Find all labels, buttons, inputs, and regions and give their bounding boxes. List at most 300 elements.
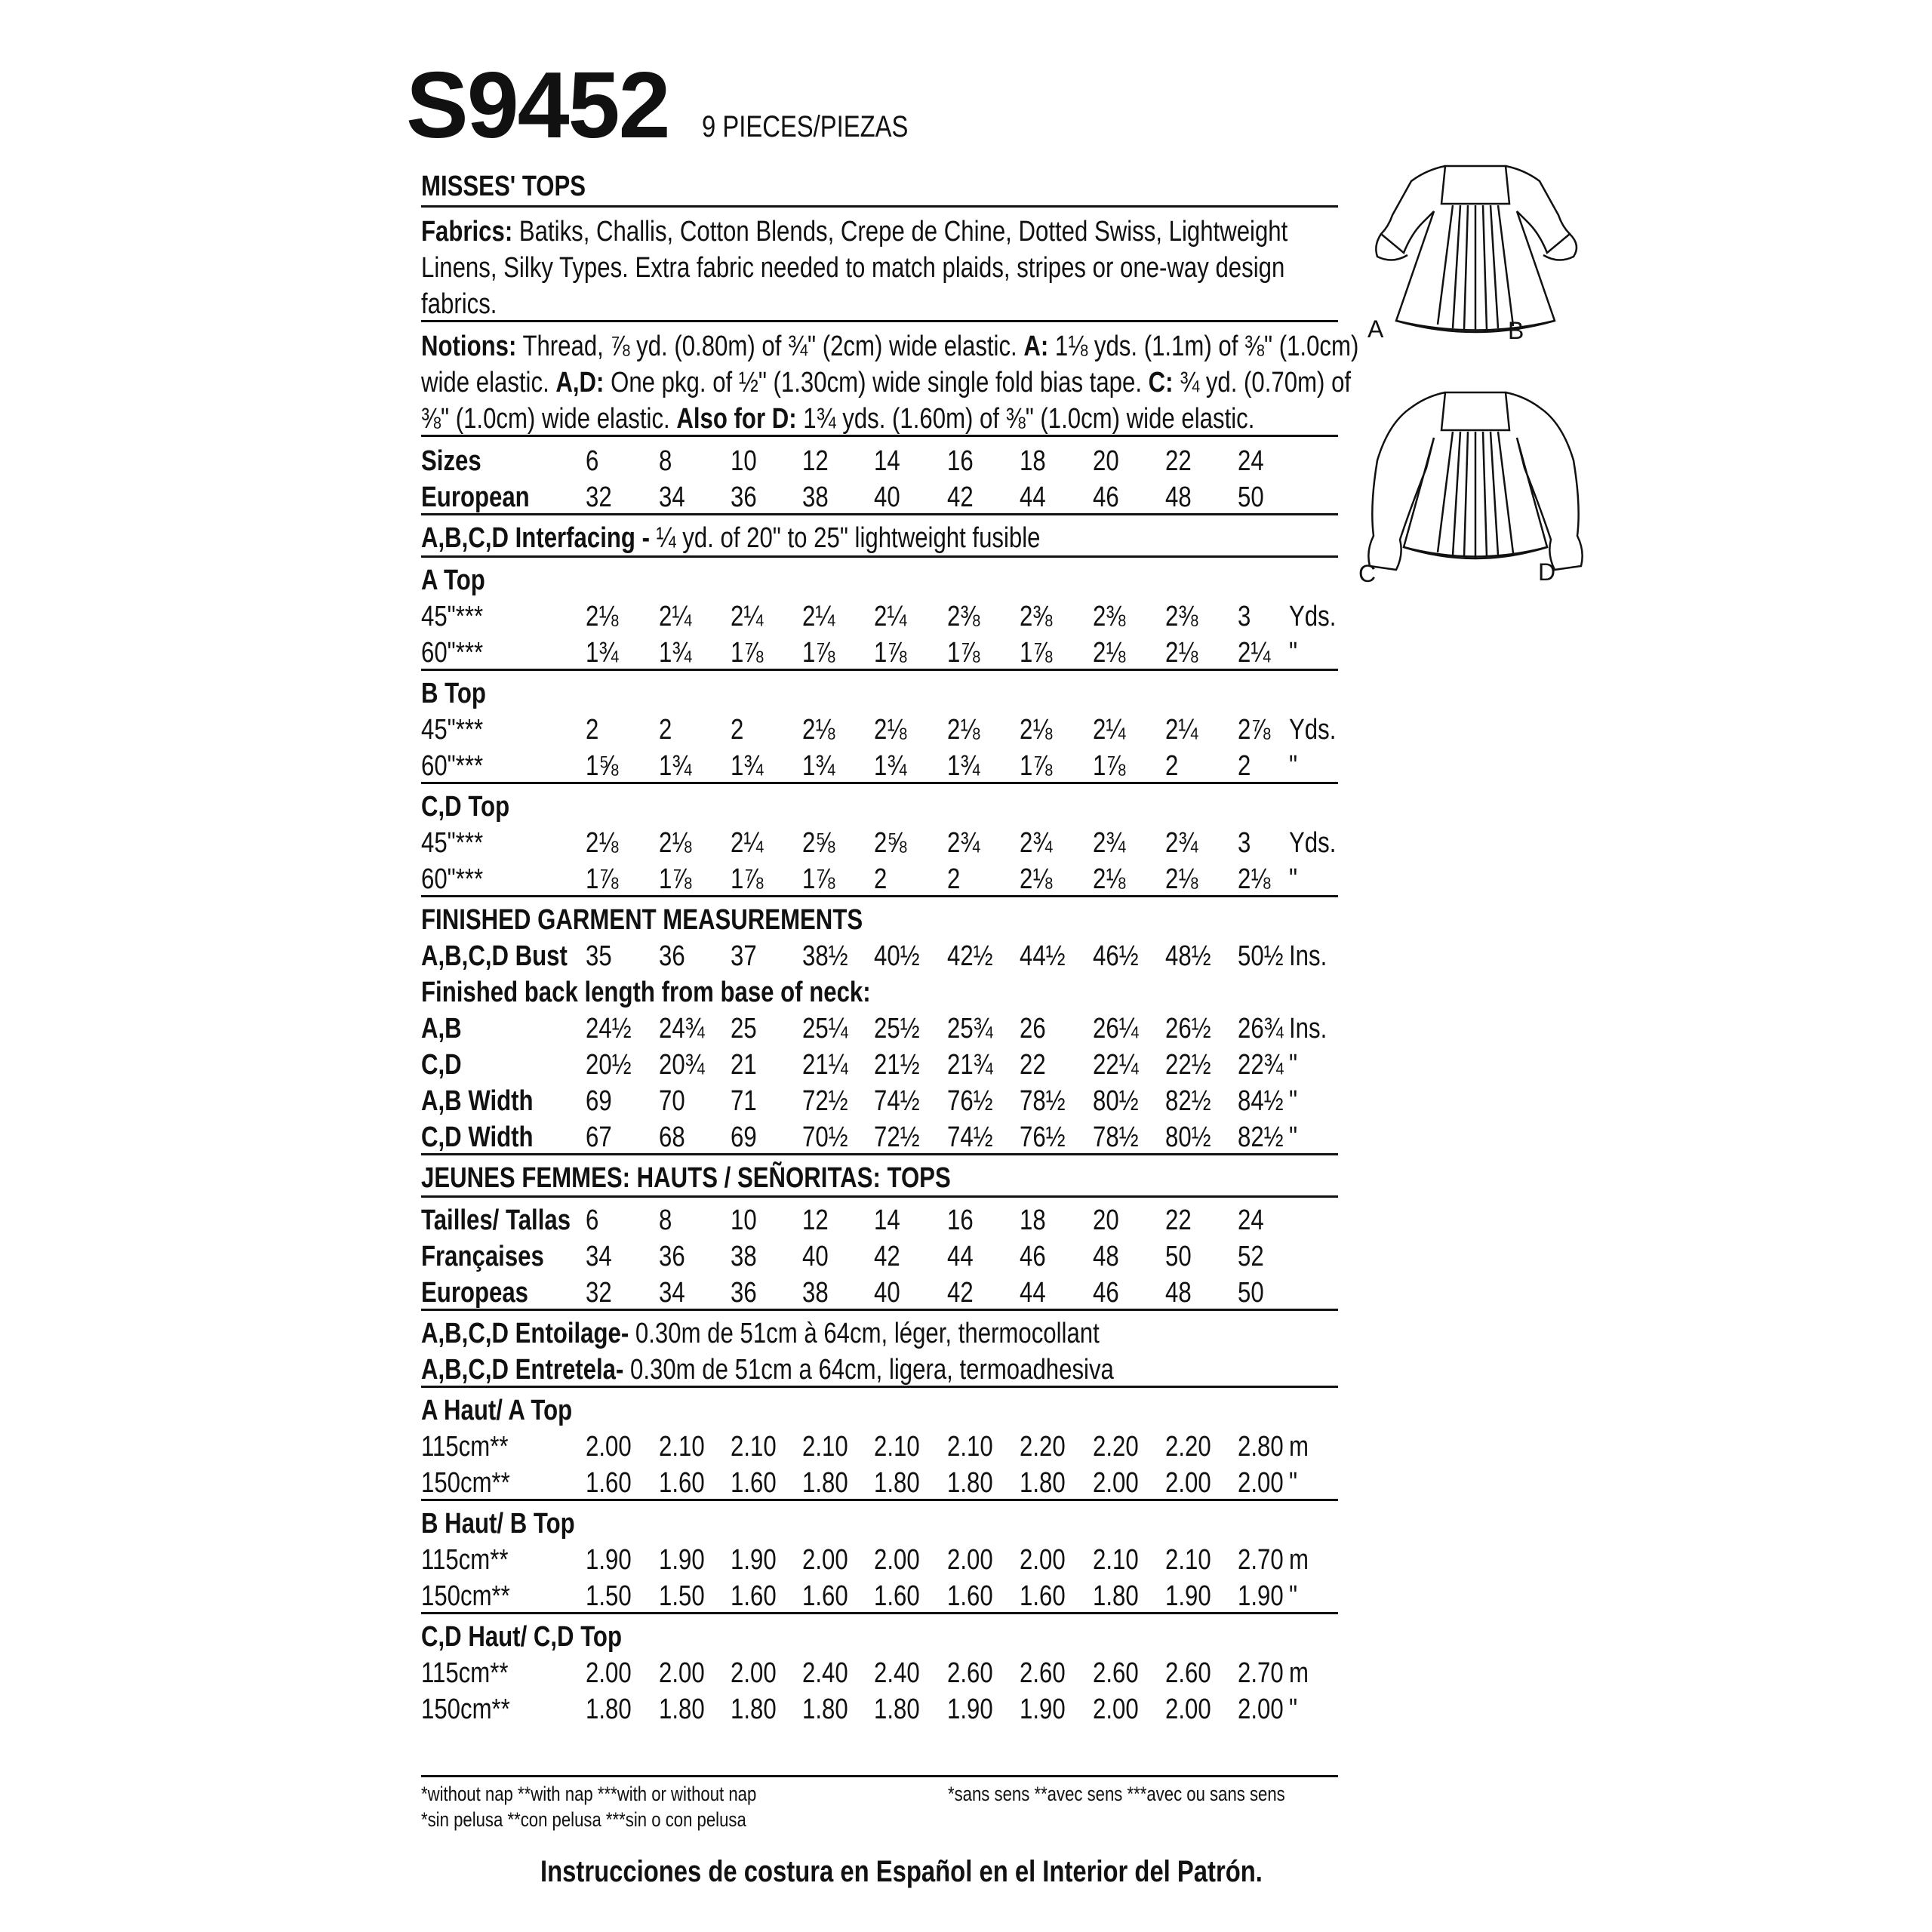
french-size-row-cell: 12	[802, 1204, 829, 1236]
french-size-row-cell: 8	[659, 1204, 672, 1236]
yardage-row-cell: 2¼	[731, 601, 764, 632]
metric-row-cell: 1.90	[1165, 1580, 1211, 1612]
finished-row-cell: 76½	[947, 1085, 993, 1117]
back-length-title: Finished back length from base of neck:	[421, 977, 871, 1008]
sizes-row-cell: 12	[802, 445, 829, 477]
metric-view-title: A Haut/ A Top	[421, 1395, 573, 1426]
yardage-row-cell: 3	[1238, 827, 1251, 859]
metric-row-cell: 2.10	[802, 1431, 848, 1463]
yardage-row-cell: 2⅝	[802, 827, 835, 859]
metric-row-cell: 2.60	[1165, 1657, 1211, 1689]
metric-row-cell: 1.60	[947, 1580, 993, 1612]
metric-row-cell: 2.10	[947, 1431, 993, 1463]
metric-row-cell: 1.50	[659, 1580, 705, 1612]
footnote-french: *sans sens **avec sens ***avec ou sans sens	[948, 1783, 1285, 1805]
metric-row-cell: 1.80	[947, 1467, 993, 1499]
metric-row-unit: m	[1289, 1657, 1309, 1689]
fabrics-line-3	[421, 290, 497, 318]
finished-row-cell: 22¾	[1238, 1049, 1284, 1081]
finished-measurements-title: FINISHED GARMENT MEASUREMENTS	[421, 904, 863, 936]
yardage-row-cell: 2⅝	[874, 827, 907, 859]
metric-row-cell: 2.70	[1238, 1544, 1284, 1576]
view-letter-d: D	[1538, 558, 1556, 586]
notions-text: wide elastic.	[421, 367, 556, 398]
metric-row-cell: 2.70	[1238, 1657, 1284, 1689]
metric-view-title: B Haut/ B Top	[421, 1508, 575, 1540]
entretela-text: 0.30m de 51cm a 64cm, ligera, termoadhesiva	[623, 1354, 1114, 1386]
finished-row-cell: 74½	[947, 1121, 993, 1153]
metric-row-cell: 2.00	[1020, 1544, 1066, 1576]
metric-row-cell: 1.90	[947, 1694, 993, 1725]
yardage-row-label: 60"***	[421, 750, 484, 782]
yardage-row-unit: Yds.	[1289, 601, 1337, 632]
yardage-row-cell: 1¾	[659, 750, 692, 782]
french-size-row-cell: 38	[802, 1277, 829, 1309]
metric-row-cell: 2.00	[731, 1657, 777, 1689]
view-letter-c: C	[1358, 560, 1377, 587]
yardage-row-cell: 2⅛	[1093, 637, 1126, 669]
metric-row-label: 115cm**	[421, 1657, 509, 1689]
bust-row-cell: 40½	[874, 940, 920, 972]
section-divider	[421, 1309, 1338, 1311]
interfacing-label: A,B,C,D Interfacing -	[421, 522, 650, 554]
metric-row-label: 115cm**	[421, 1431, 509, 1463]
notions-text: 1¾ yds. (1.60m) of ⅜" (1.0cm) wide elastic.	[796, 403, 1255, 435]
french-size-row-cell: 44	[1020, 1277, 1046, 1309]
yardage-row-label: 45"***	[421, 714, 484, 746]
finished-row-cell: 71	[731, 1085, 757, 1117]
yardage-row-cell: 2⅛	[874, 714, 907, 746]
bust-row-label: A,B,C,D Bust	[421, 940, 568, 972]
finished-row-cell: 78½	[1093, 1121, 1139, 1153]
yardage-row-cell: 1⅞	[1020, 750, 1053, 782]
metric-row-cell: 2.00	[1165, 1694, 1211, 1725]
sketch-view-a-b	[1376, 166, 1577, 332]
yardage-row-cell: 2⅛	[586, 601, 619, 632]
metric-row-cell: 1.60	[731, 1580, 777, 1612]
metric-row-cell: 2.10	[659, 1431, 705, 1463]
section-divider	[421, 895, 1338, 897]
metric-row-cell: 1.80	[874, 1467, 920, 1499]
finished-row-unit: Ins.	[1289, 1013, 1327, 1044]
french-size-row-label: Tailles/ Tallas	[421, 1204, 571, 1236]
yardage-row-cell: 1¾	[731, 750, 764, 782]
bust-row-cell: 35	[586, 940, 612, 972]
pattern-number: S9452	[406, 54, 669, 158]
notions-view-label: A:	[1023, 331, 1049, 362]
metric-row-cell: 2.10	[874, 1431, 920, 1463]
metric-row-cell: 1.90	[1020, 1694, 1066, 1725]
metric-view-title: C,D Haut/ C,D Top	[421, 1621, 622, 1653]
notions-text: One pkg. of ½" (1.30cm) wide single fold bias tape.	[604, 367, 1149, 398]
metric-row-label: 150cm**	[421, 1580, 510, 1612]
metric-row-cell: 2.20	[1020, 1431, 1066, 1463]
metric-row-cell: 1.60	[731, 1467, 777, 1499]
metric-row-cell: 2.10	[1165, 1544, 1211, 1576]
yardage-row-label: 60"***	[421, 863, 484, 895]
section-divider	[421, 435, 1338, 437]
finished-row-cell: 84½	[1238, 1085, 1284, 1117]
yardage-row-cell: 1¾	[659, 637, 692, 669]
sizes-row-cell: 8	[659, 445, 672, 477]
section-divider	[421, 1195, 1338, 1198]
metric-row-cell: 1.90	[659, 1544, 705, 1576]
sizes-row-cell: 16	[947, 445, 974, 477]
sizes-row-cell: 24	[1238, 445, 1264, 477]
metric-row-cell: 2.80	[1238, 1431, 1284, 1463]
interfacing-line	[421, 524, 1040, 552]
metric-row-cell: 1.80	[731, 1694, 777, 1725]
sketch-view-c-d	[1368, 392, 1582, 570]
french-size-row-cell: 40	[802, 1241, 829, 1272]
yardage-row-cell: 1⅞	[731, 863, 764, 895]
finished-row-cell: 21¼	[802, 1049, 848, 1081]
finished-row-cell: 82½	[1238, 1121, 1284, 1153]
notions-line-3	[421, 405, 1254, 433]
metric-row-cell: 1.60	[1020, 1580, 1066, 1612]
notions-view-label: Also for D:	[676, 403, 797, 435]
european-row-cell: 46	[1093, 481, 1119, 513]
finished-row-cell: 68	[659, 1121, 685, 1153]
metric-row-unit: "	[1289, 1580, 1298, 1612]
section-divider	[421, 205, 1338, 208]
notions-view-label: C:	[1148, 367, 1174, 398]
yardage-row-cell: 2⅞	[1238, 714, 1271, 746]
bust-row-cell: 48½	[1165, 940, 1211, 972]
yardage-row-cell: 2⅛	[1020, 714, 1053, 746]
yardage-row-cell: 2¼	[1165, 714, 1198, 746]
european-row-cell: 34	[659, 481, 685, 513]
yardage-row-cell: 1⅞	[1093, 750, 1126, 782]
finished-row-cell: 74½	[874, 1085, 920, 1117]
entoilage-line	[421, 1319, 1100, 1348]
metric-row-cell: 1.60	[659, 1467, 705, 1499]
fabrics-line-1	[421, 217, 1287, 246]
section-title: MISSES' TOPS	[421, 171, 586, 202]
european-row-cell: 48	[1165, 481, 1192, 513]
sizes-row-cell: 18	[1020, 445, 1046, 477]
metric-row-unit: m	[1289, 1544, 1309, 1576]
european-row-cell: 32	[586, 481, 612, 513]
entoilage-label: A,B,C,D Entoilage-	[421, 1318, 629, 1349]
finished-row-cell: 26½	[1165, 1013, 1211, 1044]
finished-row-cell: 72½	[802, 1085, 848, 1117]
french-size-row-cell: 36	[659, 1241, 685, 1272]
yardage-row-cell: 1⅞	[731, 637, 764, 669]
sizes-row-cell: 6	[586, 445, 599, 477]
metric-row-label: 150cm**	[421, 1694, 510, 1725]
french-size-row-cell: 32	[586, 1277, 612, 1309]
finished-row-cell: 25	[731, 1013, 757, 1044]
french-size-row-label: Françaises	[421, 1241, 544, 1272]
yardage-row-cell: 2¾	[1165, 827, 1198, 859]
metric-row-cell: 2.40	[802, 1657, 848, 1689]
yardage-row-cell: 1¾	[586, 637, 619, 669]
yardage-row-unit: "	[1289, 863, 1298, 895]
metric-row-cell: 2.60	[1093, 1657, 1139, 1689]
garment-sketches	[1351, 136, 1600, 589]
finished-row-unit: "	[1289, 1049, 1298, 1081]
yardage-row-cell: 1⅞	[947, 637, 980, 669]
finished-row-label: C,D Width	[421, 1121, 534, 1153]
finished-row-cell: 26¾	[1238, 1013, 1284, 1044]
spanish-instructions-note: Instrucciones de costura en Español en el Interior del Patrón.	[540, 1855, 1263, 1888]
french-size-row-cell: 20	[1093, 1204, 1119, 1236]
finished-row-label: A,B Width	[421, 1085, 534, 1117]
fabrics-label: Fabrics:	[421, 216, 513, 248]
bust-row-cell: 50½	[1238, 940, 1284, 972]
metric-row-cell: 2.10	[731, 1431, 777, 1463]
finished-row-cell: 22¼	[1093, 1049, 1139, 1081]
metric-row-cell: 2.00	[874, 1544, 920, 1576]
entretela-label: A,B,C,D Entretela-	[421, 1354, 624, 1386]
finished-row-cell: 76½	[1020, 1121, 1066, 1153]
yardage-row-unit: Yds.	[1289, 714, 1337, 746]
finished-row-cell: 67	[586, 1121, 612, 1153]
garment-illustrations	[1351, 136, 1600, 589]
finished-row-label: A,B	[421, 1013, 462, 1044]
french-size-row-cell: 36	[731, 1277, 757, 1309]
section-divider	[421, 669, 1338, 671]
metric-row-label: 150cm**	[421, 1467, 510, 1499]
section-divider	[421, 1499, 1338, 1501]
french-size-row-cell: 18	[1020, 1204, 1046, 1236]
yardage-row-cell: 2¾	[1020, 827, 1053, 859]
entretela-line	[421, 1355, 1114, 1384]
yardage-row-cell: 3	[1238, 601, 1251, 632]
yardage-row-cell: 1⅝	[586, 750, 619, 782]
yardage-row-cell: 2⅛	[1165, 637, 1198, 669]
metric-row-cell: 2.00	[1093, 1694, 1139, 1725]
french-size-row-label: Europeas	[421, 1277, 529, 1309]
metric-row-cell: 1.90	[1238, 1580, 1284, 1612]
finished-row-cell: 20¾	[659, 1049, 705, 1081]
finished-row-cell: 25½	[874, 1013, 920, 1044]
yardage-row-cell: 1¾	[874, 750, 907, 782]
metric-row-cell: 2.00	[1238, 1467, 1284, 1499]
finished-row-cell: 78½	[1020, 1085, 1066, 1117]
notions-text: ¾ yd. (0.70m) of	[1173, 367, 1352, 398]
yardage-row-cell: 2	[731, 714, 744, 746]
fabrics-text: Linens, Silky Types. Extra fabric needed to match plaids, stripes or one-way design	[421, 252, 1285, 284]
french-size-row-cell: 40	[874, 1277, 900, 1309]
yardage-row-cell: 2¼	[802, 601, 835, 632]
european-row-cell: 42	[947, 481, 974, 513]
metric-row-cell: 1.90	[586, 1544, 632, 1576]
yardage-view-title: B Top	[421, 678, 486, 709]
metric-row-cell: 2.00	[1238, 1694, 1284, 1725]
notions-text: 1⅛ yds. (1.1m) of ⅜" (1.0cm)	[1048, 331, 1359, 362]
yardage-row-cell: 2	[947, 863, 961, 895]
metric-row-cell: 1.80	[802, 1467, 848, 1499]
yardage-row-cell: 2⅛	[1020, 863, 1053, 895]
bust-row-cell: 46½	[1093, 940, 1139, 972]
view-letter-b: B	[1508, 317, 1524, 344]
metric-row-cell: 1.90	[731, 1544, 777, 1576]
yardage-row-cell: 2¾	[947, 827, 980, 859]
notions-text: ⅜" (1.0cm) wide elastic.	[421, 403, 677, 435]
metric-row-cell: 1.80	[802, 1694, 848, 1725]
finished-row-cell: 70½	[802, 1121, 848, 1153]
metric-row-unit: "	[1289, 1694, 1298, 1725]
finished-row-cell: 25¼	[802, 1013, 848, 1044]
yardage-row-cell: 2⅛	[947, 714, 980, 746]
yardage-row-cell: 1⅞	[586, 863, 619, 895]
yardage-row-unit: "	[1289, 637, 1298, 669]
yardage-row-cell: 1¾	[802, 750, 835, 782]
french-size-row-cell: 42	[947, 1277, 974, 1309]
yardage-row-cell: 1⅞	[1020, 637, 1053, 669]
european-row-cell: 50	[1238, 481, 1264, 513]
yardage-row-cell: 2	[874, 863, 888, 895]
fabrics-line-2	[421, 254, 1284, 282]
yardage-view-title: C,D Top	[421, 791, 510, 823]
french-size-row-cell: 48	[1165, 1277, 1192, 1309]
notions-label: Notions:	[421, 331, 517, 362]
french-size-row-cell: 52	[1238, 1241, 1264, 1272]
yardage-row-cell: 2⅛	[1165, 863, 1198, 895]
metric-row-cell: 2.10	[1093, 1544, 1139, 1576]
finished-row-cell: 80½	[1093, 1085, 1139, 1117]
metric-row-cell: 2.60	[947, 1657, 993, 1689]
metric-row-cell: 2.00	[659, 1657, 705, 1689]
metric-row-cell: 2.00	[947, 1544, 993, 1576]
yardage-row-unit: "	[1289, 750, 1298, 782]
metric-row-cell: 1.80	[659, 1694, 705, 1725]
sizes-row-label: Sizes	[421, 445, 481, 477]
bust-row-cell: 37	[731, 940, 757, 972]
french-size-row-cell: 46	[1093, 1277, 1119, 1309]
finished-row-unit: "	[1289, 1085, 1298, 1117]
french-title: JEUNES FEMMES: HAUTS / SEÑORITAS: TOPS	[421, 1162, 951, 1194]
french-size-row-cell: 42	[874, 1241, 900, 1272]
yardage-row-cell: 2	[1165, 750, 1179, 782]
finished-row-cell: 70	[659, 1085, 685, 1117]
yardage-row-cell: 2¼	[874, 601, 907, 632]
finished-row-cell: 22	[1020, 1049, 1046, 1081]
metric-row-cell: 1.80	[1093, 1580, 1139, 1612]
footnote-divider	[421, 1775, 1338, 1777]
sizes-row-cell: 10	[731, 445, 757, 477]
european-row-cell: 40	[874, 481, 900, 513]
metric-row-cell: 1.50	[586, 1580, 632, 1612]
notions-line-2	[421, 368, 1351, 397]
european-row-cell: 38	[802, 481, 829, 513]
finished-row-label: C,D	[421, 1049, 462, 1081]
section-divider	[421, 1153, 1338, 1155]
yardage-row-cell: 1⅞	[874, 637, 907, 669]
metric-row-cell: 2.00	[1093, 1467, 1139, 1499]
yardage-row-label: 60"***	[421, 637, 484, 669]
finished-row-cell: 69	[731, 1121, 757, 1153]
finished-row-cell: 26¼	[1093, 1013, 1139, 1044]
metric-row-cell: 2.40	[874, 1657, 920, 1689]
metric-row-cell: 1.60	[802, 1580, 848, 1612]
yardage-row-cell: 1⅞	[802, 863, 835, 895]
french-size-row-cell: 14	[874, 1204, 900, 1236]
french-size-row-cell: 50	[1238, 1277, 1264, 1309]
yardage-row-cell: 2⅜	[1165, 601, 1198, 632]
french-size-row-cell: 10	[731, 1204, 757, 1236]
metric-row-unit: "	[1289, 1467, 1298, 1499]
interfacing-text: ¼ yd. of 20" to 25" lightweight fusible	[649, 522, 1041, 554]
section-divider	[421, 1386, 1338, 1388]
section-divider	[421, 1612, 1338, 1614]
yardage-row-cell: 2¼	[1238, 637, 1271, 669]
sizes-row-cell: 14	[874, 445, 900, 477]
section-divider	[421, 555, 1338, 558]
finished-row-cell: 72½	[874, 1121, 920, 1153]
finished-row-cell: 21¾	[947, 1049, 993, 1081]
yardage-row-cell: 2⅜	[1020, 601, 1053, 632]
bust-row-unit: Ins.	[1289, 940, 1327, 972]
yardage-row-cell: 2¾	[1093, 827, 1126, 859]
french-size-row-cell: 22	[1165, 1204, 1192, 1236]
finished-row-cell: 24½	[586, 1013, 632, 1044]
yardage-row-label: 45"***	[421, 601, 484, 632]
metric-row-cell: 1.80	[874, 1694, 920, 1725]
european-row-cell: 44	[1020, 481, 1046, 513]
finished-row-cell: 25¾	[947, 1013, 993, 1044]
yardage-row-cell: 2¼	[659, 601, 692, 632]
finished-row-cell: 21	[731, 1049, 757, 1081]
entoilage-text: 0.30m de 51cm à 64cm, léger, thermocollant	[629, 1318, 1100, 1349]
sizes-row-cell: 20	[1093, 445, 1119, 477]
section-divider	[421, 320, 1338, 322]
metric-row-cell: 2.60	[1020, 1657, 1066, 1689]
notions-view-label: A,D:	[555, 367, 605, 398]
finished-row-cell: 20½	[586, 1049, 632, 1081]
european-row-cell: 36	[731, 481, 757, 513]
fabrics-text: Batiks, Challis, Cotton Blends, Crepe de Chine, Dotted Swiss, Lightweight	[512, 216, 1288, 248]
yardage-row-cell: 2¼	[1093, 714, 1126, 746]
pieces-count: 9 PIECES/PIEZAS	[702, 110, 909, 143]
french-size-row-cell: 16	[947, 1204, 974, 1236]
footnote-spanish: *sin pelusa **con pelusa ***sin o con pelusa	[421, 1808, 746, 1831]
yardage-row-cell: 2⅛	[1093, 863, 1126, 895]
metric-row-cell: 1.80	[1020, 1467, 1066, 1499]
metric-row-cell: 2.20	[1093, 1431, 1139, 1463]
metric-row-unit: m	[1289, 1431, 1309, 1463]
metric-row-cell: 1.60	[586, 1467, 632, 1499]
yardage-view-title: A Top	[421, 565, 485, 596]
metric-row-cell: 1.60	[874, 1580, 920, 1612]
french-size-row-cell: 6	[586, 1204, 599, 1236]
yardage-row-cell: 2⅛	[659, 827, 692, 859]
yardage-row-cell: 2	[586, 714, 599, 746]
french-size-row-cell: 50	[1165, 1241, 1192, 1272]
view-letter-a: A	[1367, 315, 1384, 343]
finished-row-unit: "	[1289, 1121, 1298, 1153]
french-size-row-cell: 24	[1238, 1204, 1264, 1236]
metric-row-cell: 2.00	[802, 1544, 848, 1576]
yardage-row-cell: 2⅜	[1093, 601, 1126, 632]
yardage-row-cell: 2⅜	[947, 601, 980, 632]
yardage-row-cell: 2	[1238, 750, 1251, 782]
metric-row-cell: 2.00	[586, 1657, 632, 1689]
finished-row-cell: 69	[586, 1085, 612, 1117]
french-size-row-cell: 34	[586, 1241, 612, 1272]
finished-row-cell: 21½	[874, 1049, 920, 1081]
french-size-row-cell: 34	[659, 1277, 685, 1309]
metric-row-cell: 2.00	[1165, 1467, 1211, 1499]
french-size-row-cell: 46	[1020, 1241, 1046, 1272]
metric-row-cell: 2.00	[586, 1431, 632, 1463]
finished-row-cell: 26	[1020, 1013, 1046, 1044]
yardage-row-cell: 2	[659, 714, 672, 746]
section-divider	[421, 513, 1338, 515]
bust-row-cell: 36	[659, 940, 685, 972]
